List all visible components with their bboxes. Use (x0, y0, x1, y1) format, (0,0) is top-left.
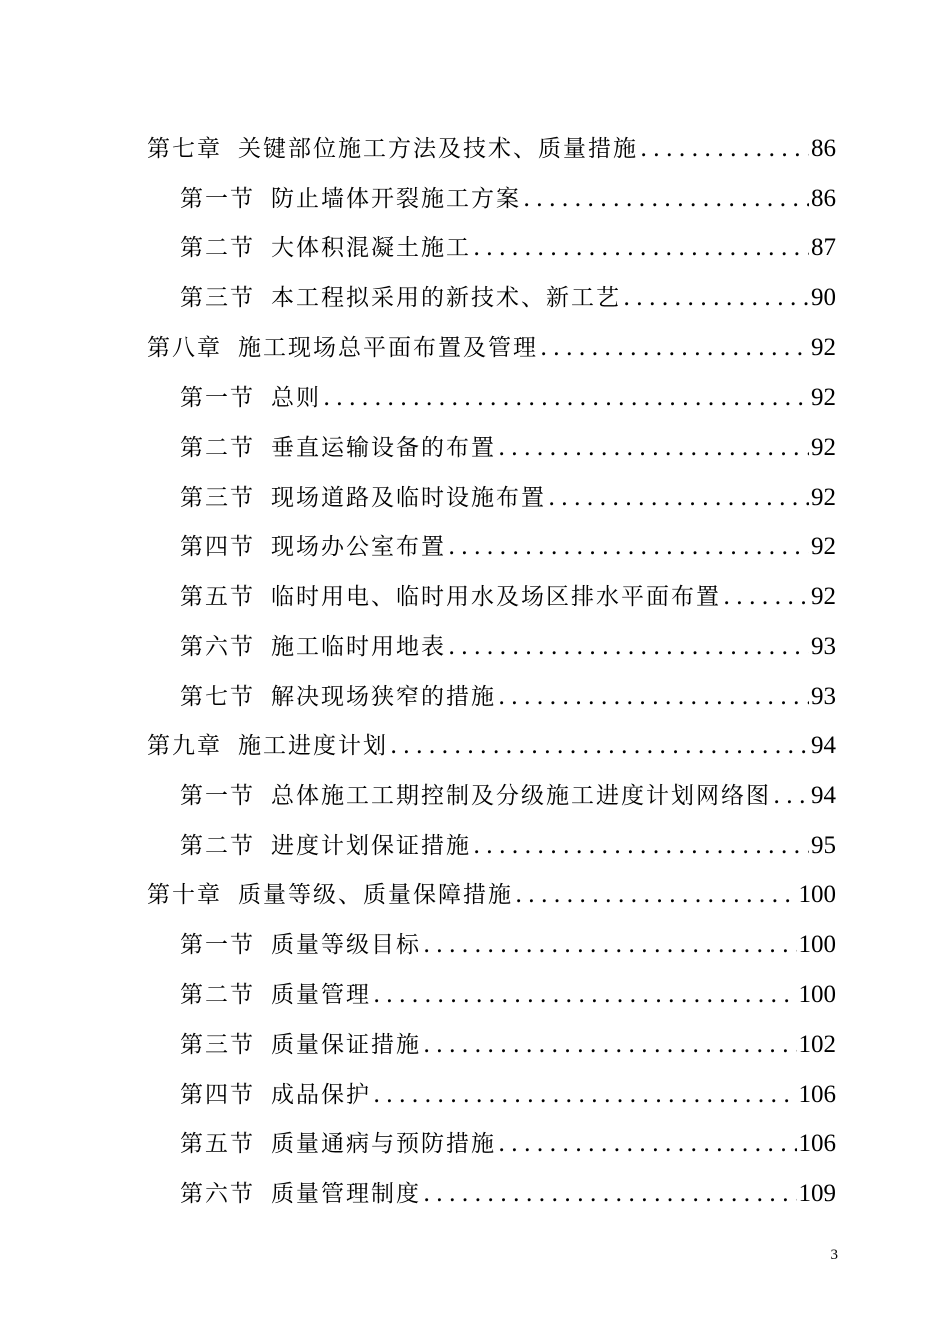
entry-title: 总则 (271, 385, 321, 411)
entry-number: 第五节 (180, 584, 255, 610)
entry-title: 进度计划保证措施 (271, 833, 471, 859)
toc-entry-section[interactable] (180, 230, 836, 266)
entry-number: 第十章 (147, 882, 222, 908)
dot-leader (390, 728, 809, 764)
entry-title: 施工现场总平面布置及管理 (238, 335, 538, 361)
entry-number: 第六节 (180, 634, 255, 660)
dot-leader (523, 181, 809, 217)
entry-number: 第二节 (180, 235, 255, 261)
entry-number: 第一节 (180, 932, 255, 958)
dot-leader (640, 131, 809, 167)
entry-title: 临时用电、临时用水及场区排水平面布置 (271, 584, 721, 610)
toc-entry-section[interactable] (180, 679, 836, 715)
entry-number: 第七节 (180, 684, 255, 710)
dot-leader (623, 280, 809, 316)
entry-page: 92 (811, 484, 836, 511)
entry-number: 第六节 (180, 1181, 255, 1207)
toc-entry-section[interactable] (180, 280, 836, 316)
dot-leader (540, 330, 809, 366)
entry-number: 第三节 (180, 285, 255, 311)
entry-number: 第一节 (180, 186, 255, 212)
toc-entry-section[interactable] (180, 579, 836, 615)
entry-number: 第九章 (147, 733, 222, 759)
entry-page: 100 (798, 881, 836, 908)
dot-leader (473, 230, 809, 266)
dot-leader (423, 1176, 797, 1212)
toc-entry-section[interactable] (180, 1126, 836, 1162)
entry-number: 第二节 (180, 982, 255, 1008)
dot-leader (773, 778, 809, 814)
entry-page: 92 (811, 384, 836, 411)
entry-title: 解决现场狭窄的措施 (271, 684, 496, 710)
toc-entry-chapter[interactable] (147, 330, 836, 366)
entry-number: 第二节 (180, 435, 255, 461)
entry-page: 86 (811, 135, 836, 162)
entry-title: 施工进度计划 (238, 733, 388, 759)
entry-title: 质量通病与预防措施 (271, 1131, 496, 1157)
dot-leader (373, 977, 797, 1013)
toc-entry-section[interactable] (180, 778, 836, 814)
toc-entry-section[interactable] (180, 1176, 836, 1212)
entry-page: 100 (798, 931, 836, 958)
entry-title: 施工临时用地表 (271, 634, 446, 660)
entry-title: 垂直运输设备的布置 (271, 435, 496, 461)
entry-page: 92 (811, 583, 836, 610)
entry-title: 总体施工工期控制及分级施工进度计划网络图 (271, 783, 771, 809)
dot-leader (323, 380, 809, 416)
entry-page: 100 (798, 981, 836, 1008)
toc-entry-section[interactable] (180, 529, 836, 565)
entry-title: 现场道路及临时设施布置 (271, 485, 546, 511)
entry-number: 第三节 (180, 1032, 255, 1058)
entry-page: 93 (811, 683, 836, 710)
entry-title: 质量管理 (271, 982, 371, 1008)
toc-entry-chapter[interactable] (147, 877, 836, 913)
dot-leader (498, 679, 809, 715)
entry-page: 106 (798, 1081, 836, 1108)
entry-page: 87 (811, 234, 836, 261)
dot-leader (473, 828, 809, 864)
toc-entry-section[interactable] (180, 629, 836, 665)
dot-leader (548, 480, 809, 516)
entry-page: 109 (798, 1180, 836, 1207)
entry-page: 86 (811, 185, 836, 212)
toc-entry-chapter[interactable] (147, 131, 836, 167)
entry-page: 92 (811, 533, 836, 560)
entry-title: 质量等级目标 (271, 932, 421, 958)
entry-number: 第八章 (147, 335, 222, 361)
toc-entry-section[interactable] (180, 430, 836, 466)
toc-entry-section[interactable] (180, 977, 836, 1013)
dot-leader (498, 430, 809, 466)
entry-title: 质量管理制度 (271, 1181, 421, 1207)
dot-leader (515, 877, 797, 913)
entry-page: 95 (811, 832, 836, 859)
dot-leader (448, 529, 809, 565)
entry-title: 质量保证措施 (271, 1032, 421, 1058)
toc-entry-section[interactable] (180, 1077, 836, 1113)
dot-leader (373, 1077, 797, 1113)
toc-entry-section[interactable] (180, 1027, 836, 1063)
entry-number: 第七章 (147, 136, 222, 162)
entry-page: 92 (811, 334, 836, 361)
toc-entry-section[interactable] (180, 181, 836, 217)
toc-entry-section[interactable] (180, 927, 836, 963)
entry-number: 第三节 (180, 485, 255, 511)
entry-title: 现场办公室布置 (271, 534, 446, 560)
entry-page: 94 (811, 782, 836, 809)
entry-title: 本工程拟采用的新技术、新工艺 (271, 285, 621, 311)
toc-entry-chapter[interactable] (147, 728, 836, 764)
entry-number: 第四节 (180, 534, 255, 560)
entry-title: 质量等级、质量保障措施 (238, 882, 513, 908)
entry-number: 第五节 (180, 1131, 255, 1157)
entry-page: 102 (798, 1031, 836, 1058)
entry-page: 93 (811, 633, 836, 660)
dot-leader (448, 629, 809, 665)
entry-number: 第一节 (180, 783, 255, 809)
dot-leader (423, 927, 797, 963)
entry-number: 第二节 (180, 833, 255, 859)
entry-page: 94 (811, 732, 836, 759)
entry-number: 第四节 (180, 1082, 255, 1108)
entry-page: 92 (811, 434, 836, 461)
dot-leader (723, 579, 809, 615)
entry-title: 大体积混凝土施工 (271, 235, 471, 261)
entry-title: 防止墙体开裂施工方案 (271, 186, 521, 212)
toc-entry-section[interactable] (180, 828, 836, 864)
entry-number: 第一节 (180, 385, 255, 411)
toc-entry-section[interactable] (180, 380, 836, 416)
dot-leader (423, 1027, 797, 1063)
entry-page: 90 (811, 284, 836, 311)
toc-entry-section[interactable] (180, 480, 836, 516)
entry-page: 106 (798, 1130, 836, 1157)
page-number: 3 (830, 1247, 838, 1263)
entry-title: 关键部位施工方法及技术、质量措施 (238, 136, 638, 162)
entry-title: 成品保护 (271, 1082, 371, 1108)
dot-leader (498, 1126, 797, 1162)
